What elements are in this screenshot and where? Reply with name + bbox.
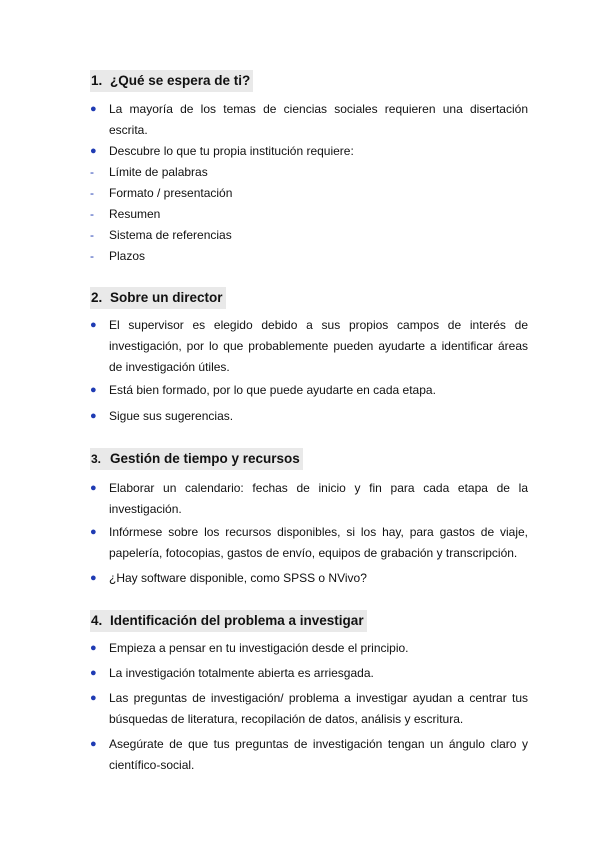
section-title: Sobre un director bbox=[110, 290, 223, 305]
dash-icon: - bbox=[90, 228, 94, 242]
section-number: 1. bbox=[91, 73, 103, 88]
section-title: Gestión de tiempo y recursos bbox=[110, 451, 300, 466]
list-item bbox=[90, 315, 528, 378]
list-item-text: Está bien formado, por lo que puede ayudarte en cada etapa. bbox=[109, 383, 436, 397]
list-item-text: Elaborar un calendario: fechas de inicio y fin para cada etapa de la investigación. bbox=[109, 481, 528, 516]
list-item bbox=[90, 183, 528, 204]
list-item bbox=[90, 522, 528, 564]
dash-icon: - bbox=[90, 186, 94, 200]
list-item-text: Sigue sus sugerencias. bbox=[109, 409, 234, 423]
list-item-text: Descubre lo que tu propia institución requiere: bbox=[109, 144, 354, 158]
section-heading-2 bbox=[90, 287, 226, 309]
section-number: 2. bbox=[91, 290, 103, 305]
section-heading-3 bbox=[90, 448, 303, 470]
list-item bbox=[90, 568, 528, 589]
list-item-text: Plazos bbox=[109, 249, 146, 263]
list-item bbox=[90, 478, 528, 520]
list-item-text: Resumen bbox=[109, 207, 161, 221]
bullet-icon: ● bbox=[90, 410, 97, 422]
list-item-text: Formato / presentación bbox=[109, 186, 233, 200]
list-item bbox=[90, 688, 528, 730]
list-item bbox=[90, 99, 528, 141]
list-item-text: Límite de palabras bbox=[109, 165, 208, 179]
list-item-text: Sistema de referencias bbox=[109, 228, 232, 242]
list-item-text: Las preguntas de investigación/ problema a investigar ayudan a centrar tus búsquedas de literatura, recopilación de datos, análisis y escritura. bbox=[109, 691, 528, 726]
section-heading-1 bbox=[90, 70, 253, 92]
list-item bbox=[90, 225, 528, 246]
list-item-text: La investigación totalmente abierta es arriesgada. bbox=[109, 666, 374, 680]
dash-icon: - bbox=[90, 165, 94, 179]
list-item bbox=[90, 406, 528, 427]
list-item bbox=[90, 638, 528, 659]
bullet-icon: ● bbox=[90, 526, 97, 538]
list-item-text: ¿Hay software disponible, como SPSS o NVivo? bbox=[109, 571, 367, 585]
bullet-icon: ● bbox=[90, 572, 97, 584]
bullet-icon: ● bbox=[90, 642, 97, 654]
section-title: Identificación del problema a investigar bbox=[110, 613, 364, 628]
bullet-icon: ● bbox=[90, 145, 97, 157]
bullet-icon: ● bbox=[90, 738, 97, 750]
list-item bbox=[90, 204, 528, 225]
list-item bbox=[90, 380, 528, 401]
section-number: 4. bbox=[91, 613, 103, 628]
bullet-icon: ● bbox=[90, 384, 97, 396]
section-title: ¿Qué se espera de ti? bbox=[110, 73, 251, 88]
bullet-icon: ● bbox=[90, 319, 97, 331]
list-item bbox=[90, 141, 528, 162]
section-number: 3. bbox=[91, 452, 102, 466]
list-item bbox=[90, 734, 528, 776]
bullet-icon: ● bbox=[90, 482, 97, 494]
list-item bbox=[90, 162, 528, 183]
list-item bbox=[90, 246, 528, 267]
bullet-icon: ● bbox=[90, 667, 97, 679]
list-item bbox=[90, 663, 528, 684]
section-heading-4 bbox=[90, 610, 367, 632]
list-item-text: Asegúrate de que tus preguntas de investigación tengan un ángulo claro y científico-social. bbox=[109, 737, 528, 772]
bullet-icon: ● bbox=[90, 692, 97, 704]
list-item-text: La mayoría de los temas de ciencias sociales requieren una disertación escrita. bbox=[109, 102, 528, 137]
list-item-text: Empieza a pensar en tu investigación desde el principio. bbox=[109, 641, 409, 655]
list-item-text: Infórmese sobre los recursos disponibles, si los hay, para gastos de viaje, papelería, fotocopias, gastos de envío, equipos de grabación y transcripción. bbox=[109, 525, 528, 560]
list-item-text: El supervisor es elegido debido a sus propios campos de interés de investigación, por lo que probablemente pueden ayudarte a identificar áreas de investigación útiles. bbox=[109, 318, 528, 374]
dash-icon: - bbox=[90, 207, 94, 221]
bullet-icon: ● bbox=[90, 103, 97, 115]
dash-icon: - bbox=[90, 249, 94, 263]
